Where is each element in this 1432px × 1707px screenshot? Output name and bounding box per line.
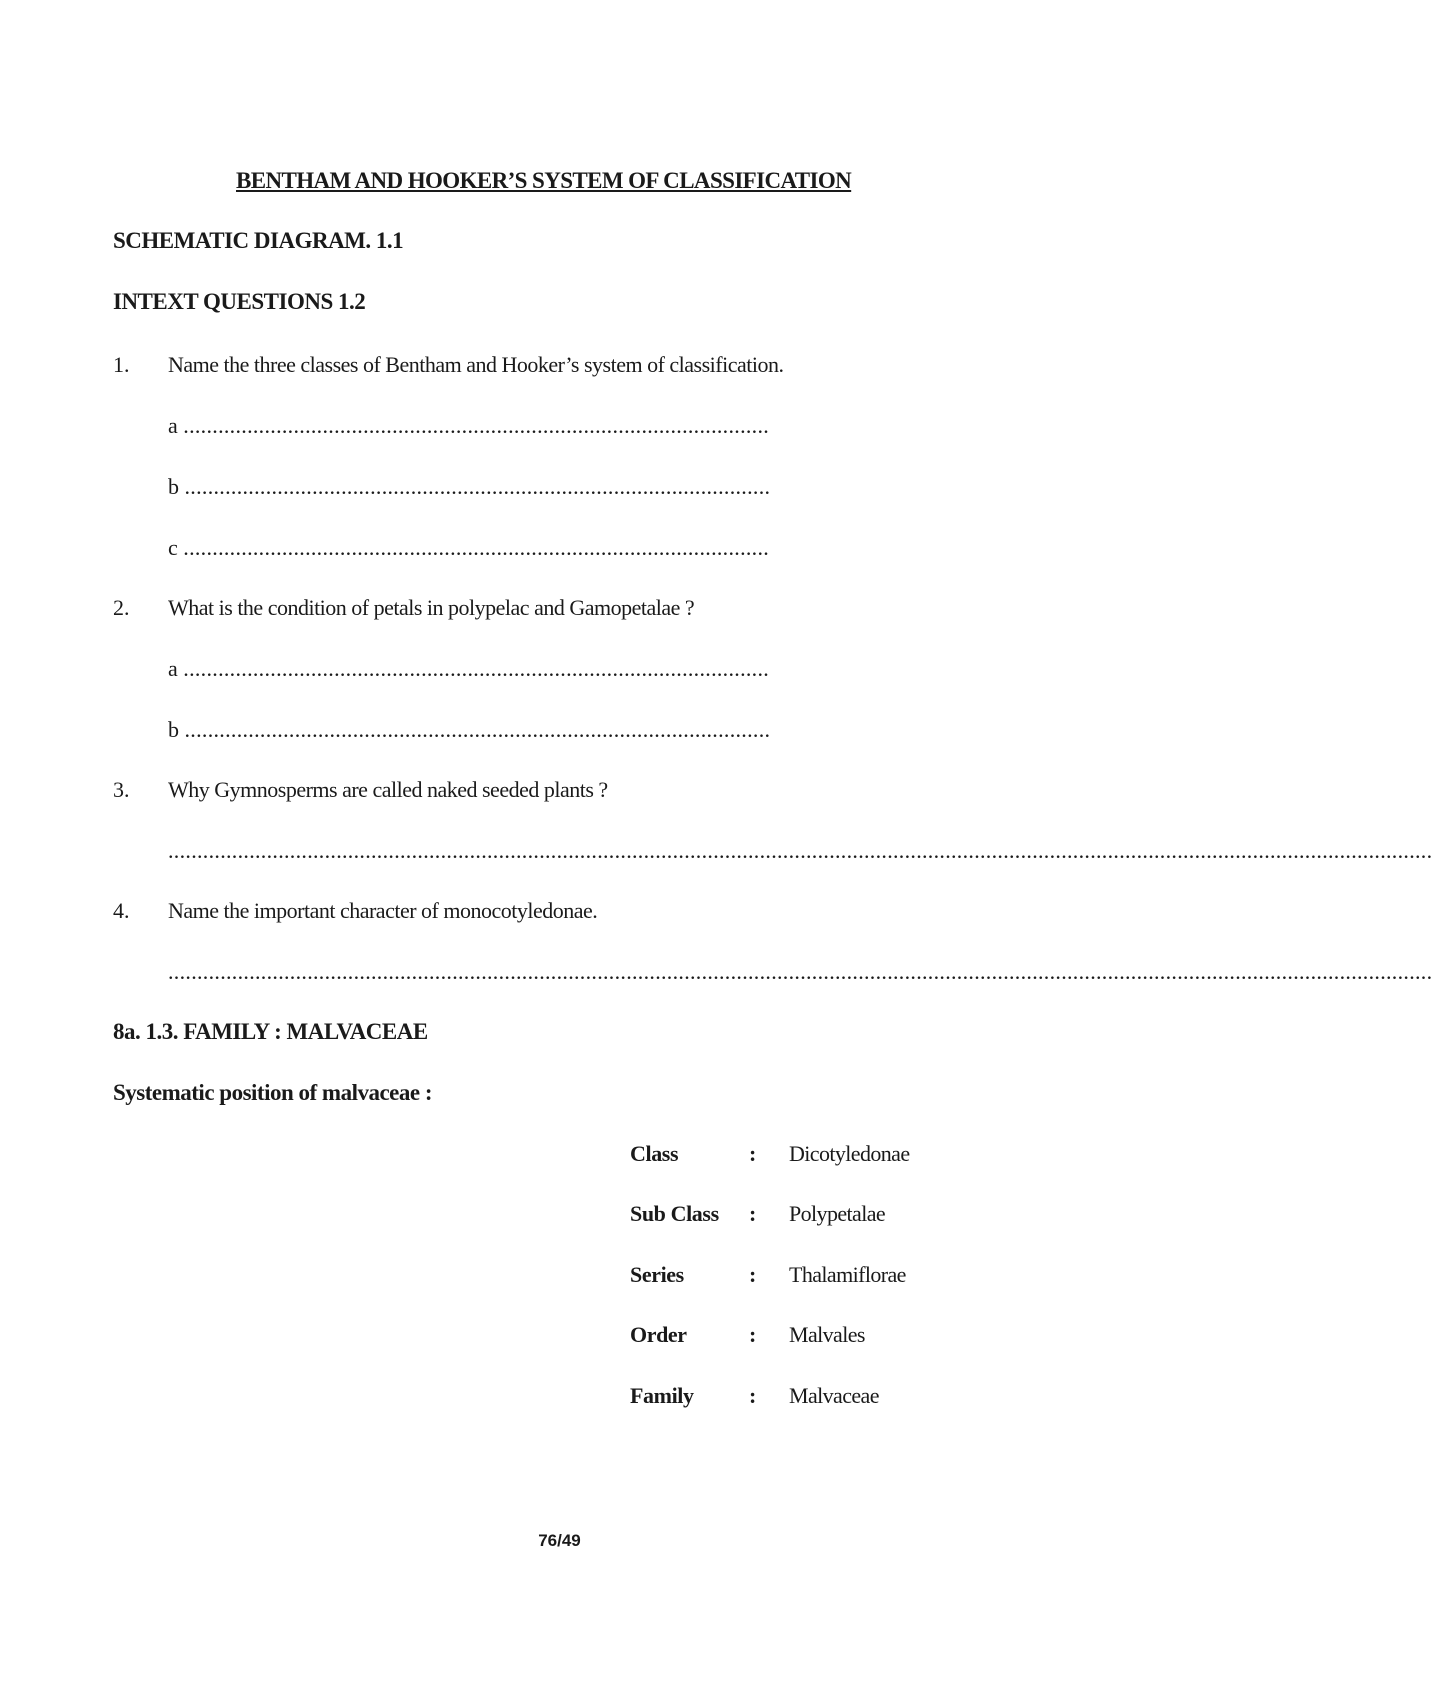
question-text: Why Gymnosperms are called naked seeded plants ? [168,777,608,802]
schematic-diagram-heading: SCHEMATIC DIAGRAM. 1.1 [113,228,404,253]
taxonomy-label: Order [630,1322,687,1347]
dotted-line: ..................................................................................................... [184,474,771,499]
answer-label: a [168,656,178,681]
taxonomy-label: Series [630,1262,684,1287]
taxonomy-value: Malvaceae [789,1383,879,1408]
answer-line[interactable] [168,535,770,561]
question-text: Name the three classes of Bentham and Hooker’s system of classification. [168,352,784,377]
taxonomy-value: Thalamiflorae [789,1262,906,1287]
family-heading: 8a. 1.3. FAMILY : MALVACEAE [113,1019,428,1044]
answer-line[interactable]: .......................................................................................................................................................................................................................... [168,838,1432,863]
answer-label: b [168,717,179,742]
question-number: 3. [113,777,130,802]
question-number: 4. [113,898,130,923]
answer-line[interactable]: .......................................................................................................................................................................................................................... [168,959,1432,984]
dotted-line: ..................................................................................................... [183,535,770,560]
taxonomy-value: Malvales [789,1322,865,1347]
page-title: BENTHAM AND HOOKER’S SYSTEM OF CLASSIFICATION [236,168,852,193]
taxonomy-value: Polypetalae [789,1201,886,1226]
systematic-position-heading: Systematic position of malvaceae : [113,1080,432,1105]
answer-line[interactable] [168,656,770,682]
answer-label: b [168,474,179,499]
answer-line[interactable] [168,413,770,439]
taxonomy-colon: : [749,1322,757,1347]
dotted-line: ..................................................................................................... [183,656,770,681]
answer-line[interactable] [168,474,771,500]
taxonomy-value: Dicotyledonae [789,1141,910,1166]
page-number: 76/49 [538,1531,581,1550]
taxonomy-colon: : [749,1262,757,1287]
taxonomy-colon: : [749,1201,757,1226]
question-text: What is the condition of petals in polypelac and Gamopetalae ? [168,595,695,620]
dotted-line: ..................................................................................................... [184,717,771,742]
taxonomy-label: Class [630,1141,679,1166]
question-text: Name the important character of monocotyledonae. [168,898,598,923]
dotted-line: ..................................................................................................... [183,413,770,438]
question-number: 2. [113,595,130,620]
taxonomy-colon: : [749,1141,757,1166]
taxonomy-colon: : [749,1383,757,1408]
taxonomy-label: Family [630,1383,694,1408]
answer-label: a [168,413,178,438]
question-number: 1. [113,352,130,377]
taxonomy-label: Sub Class [630,1201,719,1226]
intext-questions-heading: INTEXT QUESTIONS 1.2 [113,289,366,314]
answer-label: c [168,535,178,560]
answer-line[interactable] [168,717,771,743]
